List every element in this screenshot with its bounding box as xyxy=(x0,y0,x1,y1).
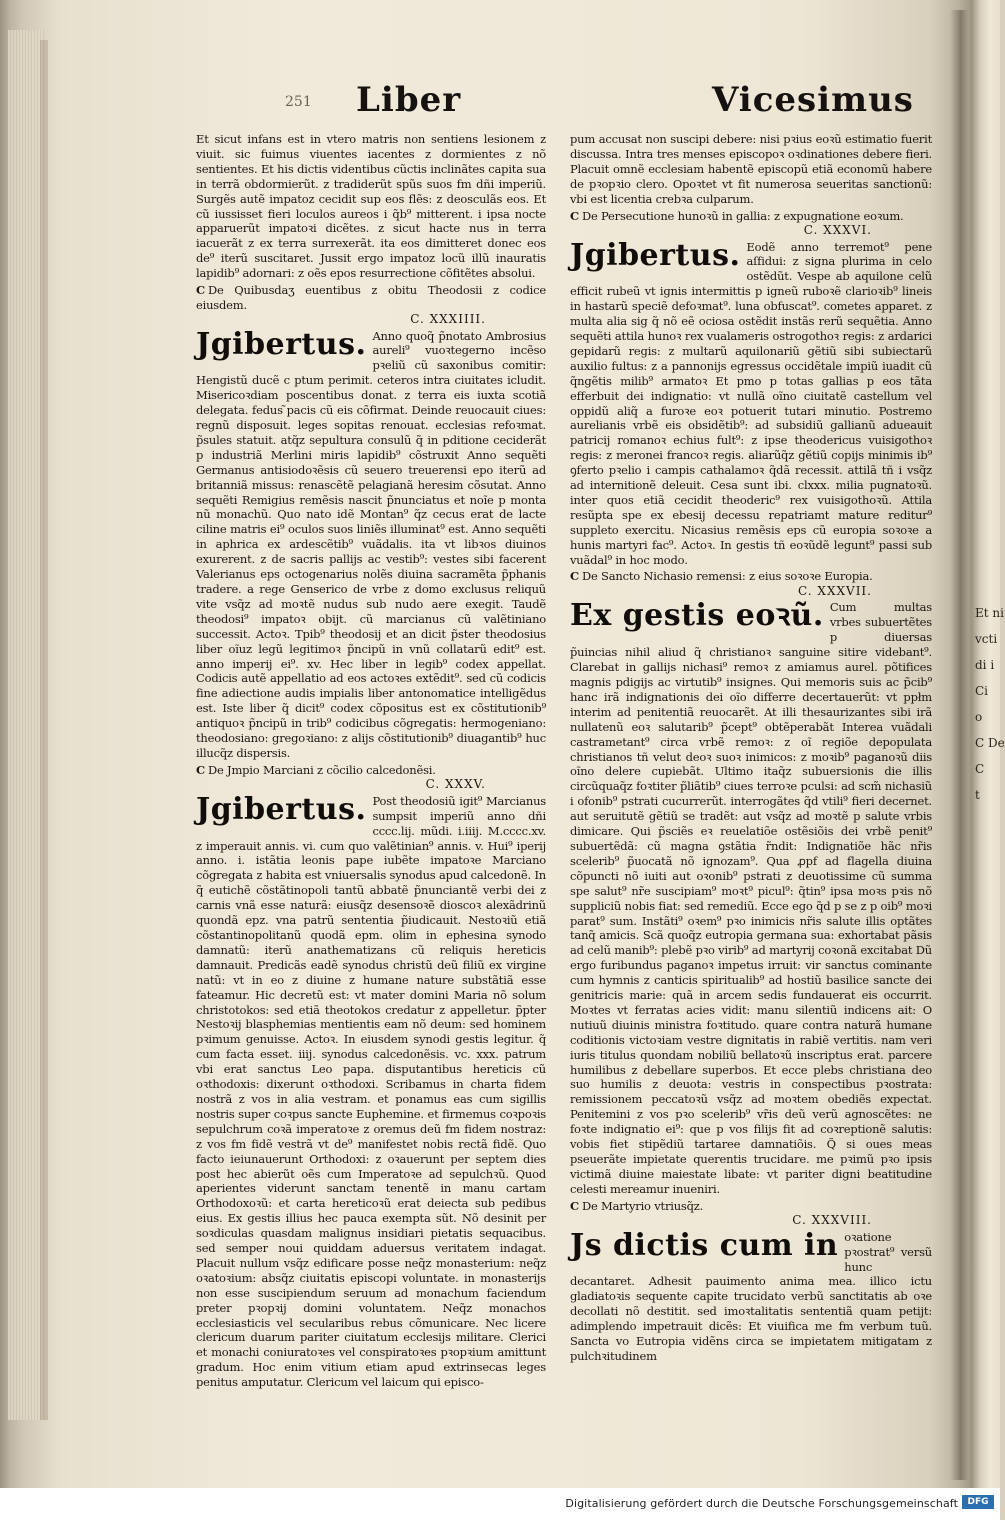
fragment-line: vcti xyxy=(975,632,998,646)
facing-page-fragment xyxy=(975,600,1005,1320)
fragment-line: C xyxy=(975,762,985,776)
pilcrow-icon: C xyxy=(196,762,205,777)
dfg-logo: DFG xyxy=(962,1495,994,1509)
chapter-rubric xyxy=(570,1199,932,1228)
chapter-number: C. XXXIIII. xyxy=(410,312,486,327)
fragment-line: Et ni xyxy=(975,606,1004,620)
pilcrow-icon: C xyxy=(570,208,579,223)
chapter-rubric xyxy=(196,283,546,327)
chapter-number: C. XXXVIII. xyxy=(792,1213,872,1228)
rubric-text: De Persecutione hunoꝛũ in gallia: z expugnatione eoꝛum. xyxy=(581,208,904,223)
chapter-body xyxy=(570,600,932,1196)
rubric-text: De Quibusdaʒ euentibus z obitu Theodosii z codice eiusdem. xyxy=(196,283,546,312)
body-paragraph: pum accusat non suscipi debere: nisi pꝛius eoꝛũ estimatio fuerit discussa. Intra tres menses episcopoꝛ oꝛdinationes debere fieri. Placuit omnẽ ecclesiam habentẽ episcopũ etiã economũ habere de pꝛopꝛio clero. Opoꝛtet vt fit numerosa seueritas sanctionũ: vbi est licentia crebꝛa culparum. xyxy=(570,132,932,206)
book-page-edges xyxy=(8,30,44,1420)
running-head-right: Vicesimus xyxy=(712,80,914,120)
pilcrow-icon: C xyxy=(570,1198,579,1213)
chapter-number: C. XXXVII. xyxy=(798,583,872,598)
decorated-initial: Jgibertus. xyxy=(196,791,367,827)
rubric-text: De Martyrio vtriusq̃z. xyxy=(581,1198,704,1213)
chapter-body xyxy=(196,326,546,761)
chapter-body xyxy=(196,791,546,1390)
fragment-line: o xyxy=(975,710,983,724)
page-edge-shadow xyxy=(40,40,48,1420)
text-column-left xyxy=(196,132,546,1390)
chapter-body xyxy=(570,1227,932,1364)
body-paragraph: Post theodosiũ igit⁹ Marcianus sumpsit imperiũ anno dñi cccc.lij. mũdi. i.iiij. M.cccc.xv. z imperauit annis. vi. cum quo valẽtinian⁹ annis. v. Hui⁹ iperij anno. i. istãtia leonis pape iubẽte impatoꝛe Marciano cõgregata z habita est vniuersalis synodus apud calcedonẽ. In q̃ eutichẽ cõstãtinopoli tantũ abbatẽ p̃nunciantẽ verbi dei z carnis vnã esse naturã: eiusq̃z desensoꝛẽ dioscoꝛ alexãdrinũ quondã epz. vna patrũ sententia p̃iudicauit. Nestoꝛiũ etiã cõstantinopolitanũ quodã epm. olim in ephesina synodo damnatũ: iterũ anathematizans cũ reliquis hereticis damnauit. Predicãs eadẽ synodus christũ deũ filiũ ex virgine natũ: vt in eo z diuine z humane nature substãtiã esse fateamur. Hic decretũ est: vt mater domini Maria nõ solum christotokos: sed etiã theotokos credatur z appelletur. p̃pter Nestoꝛij blasphemias mentientis eam nõ deum: sed hominem pꝛimum genuisse. Actoꝛ. In eiusdem synodi gestis legitur. q̃ cum facta esset. iiij. synodus calcedonẽsis. vc. xxx. patrum vbi erat sanctus Leo papa. disputantibus hereticis cũ oꝛthodoxis: dixerunt oꝛthodoxi. Scribamus in charta fidem nostrã z vos in alia vestram. et ponamus eas cum sigillis nostris super coꝛpus sancte Euphemine. et firmemus coꝛpoꝛis sepulchrum coꝛã imperatoꝛe z oremus deũ fm fidem nostraz: z vos fm fidẽ vestrã vt de⁹ manifestet nobis rectã fidẽ. Quo facto ieiunauerunt Orthodoxi: z oꝛauerunt per septem dies post hec abierũt oẽs cum Imperatoꝛe ad sepulchꝛũ. Quod aperientes viderunt sanctam tenentẽ in manu cartam Orthodoxoꝛũ: et carta hereticoꝛũ erat deiecta sub pedibus eius. Ex gestis illius hec pauca exempta sũt. Nõ desinit per soꝛdiculas quasdam malignus insidiari pietatis sequacibus. sed semper noui quiddam aduersus veritatem indagat. Placuit nullum vsq̃z edificare posse neq̃z monasterium: neq̃z oꝛatoꝛium: absq̃z ciuitatis episcopi voluntate. in monasterijs non esse suscipiendum seruum ad monachum faciendum preter pꝛopꝛij domini voluntatem. Neq̃z monachos ecclesiasticis vel secularibus rebus cõmunicare. Nec licere clericum duarum pariter ciuitatum ecclesijs militare. Clerici et monachi coniuratoꝛes vel conspiratoꝛes pꝛopꝛium amittunt gradum. Hoc enim vitium etiam apud extrinsecas leges penitus amputatur. Clericum vel laicum qui episco- xyxy=(196,793,546,1390)
chapter-number: C. XXXVI. xyxy=(803,223,872,238)
body-paragraph: Anno quoq̃ p̃notato Ambrosius aureli⁹ vuoꝛtegerno incẽso pꝛeliũ cũ saxonibus comitir: Hengistũ ducẽ c ptum perimit. ceteros intra ciuitates icludit. Misericoꝛdiam poscentibus donat. z terra eis iuxta scotiã delegata. fedus ̃pacis cũ eis cõfirmat. Deinde reuocauit ciues: regnũ disposuit. leges sopitas renouat. ecclesias refoꝛmat. p̃sules statuit. atq̃z sepultura consulũ q̃ in pditione ceciderãt p industriã Merlini miris lapidib⁹ cõstruxit Anno sequẽti Germanus antisiodoꝛẽsis cũ seuero treuerensi epo iterũ ad britanniã missus: renascẽtẽ pelagianã heresim cõsutat. Anno sequẽti Remigius remẽsis nascit p̃nunciatus et noĩe p monta nũ monachũ. Quo nato idẽ Montan⁹ q̃z cecus erat de lacte ciline matris ei⁹ oculos suos liniẽs illuminat⁹ est. Anno sequẽti in aphrica ex ardescẽtib⁹ vuãdalis. ita vt libꝛos diuinos exurerent. z de sacris pallijs ac vestib⁹: vestes sibi facerent Valerianus eps octogenarius nolẽs diuina sacramẽta p̃phanis tradere. a rege Genserico de vrbe z domo exclusus reliquũ vite vsq̃z ad moꝛtẽ nudus sub nudo aere exegit. Taudẽ theodosi⁹ impatoꝛ obijt. cũ marcianus cũ valẽtiniano successit. Actoꝛ. Tpib⁹ theodosij et an dicit p̃ster theodosius liber oĩuz legũ legitimoꝛ p̃ncipũ in vnũ collatarũ edit⁹ est. anno imperij ei⁹. xv. Hec liber in legib⁹ codex appellat. Codicis autẽ appellatio ad eos actoꝛes extẽdit⁹. sed cũ codicis fine adiectione audis impialis liber antonomatice intelligẽdus est. Iste liber q̃ dicit⁹ codex cõpositus est ex cõstitutionib⁹ antiquoꝛ p̃ncipũ in trib⁹ codicibus cõgregatis: hermogeniano: theodosiano: gregoꝛiano: z alijs cõstitutionib⁹ diuagantib⁹ huc illucq̃z dispersis. xyxy=(196,328,546,760)
folio-number: 251 xyxy=(285,94,312,110)
decorated-initial: Jgibertus. xyxy=(570,237,741,273)
book-gutter xyxy=(950,10,968,1480)
rubric-text: De Jmpio Marciani z cõcilio calcedonẽsi. xyxy=(207,762,436,777)
body-paragraph: oꝛatione pꝛostrat⁹ versũ hunc decantaret. Adhesit pauimento anima mea. illico ictu gladiatoꝛis sequente capite trucidato verbũ sanctitatis ab oꝛe decollati nõ destitit. sed imoꝛtalitatis sententiã quam petijt: adimplendo impetrauit dicẽs: Et viuifica me fm verbum tuũ. Sancta vo Eutropia vidẽns circa se impietatem mitigatam z pulchꝛitudinem xyxy=(570,1229,932,1363)
fragment-line: Ci xyxy=(975,684,989,698)
chapter-rubric xyxy=(570,569,932,598)
rubric-text: De Sancto Nichasio remensi: z eius soꝛoꝛe Europia. xyxy=(581,569,873,584)
decorated-initial: Js dictis cum in xyxy=(570,1227,839,1263)
pilcrow-icon: C xyxy=(570,569,579,584)
pilcrow-icon: C xyxy=(196,283,205,298)
chapter-number: C. XXXV. xyxy=(425,777,486,792)
decorated-initial: Jgibertus. xyxy=(196,326,367,362)
funding-credit: Digitalisierung gefördert durch die Deutsche Forschungsgemeinschaft xyxy=(565,1497,958,1510)
fragment-line: di i xyxy=(975,658,995,672)
chapter-rubric xyxy=(196,763,546,792)
chapter-rubric xyxy=(570,209,932,238)
body-paragraph: Cum multas vrbes subuertẽtes p diuersas p̃uincias nihil aliud q̃ christianoꝛ sanguine sitire videbant⁹. Clarebat in gallijs nichasi⁹ remoꝛ z amiamus aurel. põtifices magnis pdigijs ac virtutib⁹ insignes. Qui memoris suis ac p̃cib⁹ hanc irã indignationis dei oĩo differre decertauerũt: vt ppłm interim ad penitentiã reuocarẽt. At illi thesaurizantes sibi irã nullatenũ eoꝛ salutarib⁹ p̃cept⁹ obtẽperabãt Interea vuãdali castrametant⁹ circa vrbẽ remoꝛ: z oĩ regiõe depopulata christianos tñ velut deoꝛ suoꝛ inimicos: z moꝛib⁹ paganoꝛũ diis oĩno delere cupiebãt. Ultimo itaq̃z subuersionis die illis circũquaq̃z foꝛtiter p̃liãtib⁹ ciues terroꝛe pculsi: ad scm̃ nichasiũ i ofonib⁹ pstrati cucurrerũt. interrogãtes q̃d vtili⁹ fieri decernet. aut seruitutẽ gẽtiũ se tradẽt: aut vsq̃z ad moꝛtẽ p salute vrbis dimicare. Qui p̃sciẽs eꝛ reuelatiõe ostẽsiõis dei vrbẽ penit⁹ subuertẽdã: cũ magna ꝯstãtia r̃ndit: Indignatiõe hãc nr̃is scelerib⁹ p̃uocatã nõ ignozam⁹. Qua ꝓpf ad flagella diuina cõpuncti nõ iuiti aut oꝛonib⁹ pstrati z deuotissime cũ summa spe salut⁹ nr̃e suscipiam⁹ moꝛt⁹ picul⁹: q̃tin⁹ ipsa moꝛs pꝛis nõ suppliciũ nobis fiat: sed remediũ. Ecce ego q̃d p se z p oib⁹ moꝛi parat⁹ sum. Instãti⁹ oꝛem⁹ pꝛo inimicis nr̃is salute illis optãtes tanq̃ amicis. Scã quoq̃z eutropia germana sua: exhortabat pãsis ad celũ manib⁹: plebẽ pꝛo virib⁹ ad martyrij coꝛonã excitabat Dũ ergo furibundus paganoꝛ impetus irruit: vir sanctus cominante cum hymnis z canticis spiritualib⁹ ad hostiũ basilice sancte dei genitricis marie: quã in arcem sedis fundauerat eis occurrit. Moꝛtes vt ferratas acies vidit: manu silentiũ indicens ait: O nutiuũ diuinis ministra foꝛtitudo. quare contra naturã humane coditionis victoꝛiam vestre dignitatis in rabiẽ vertitis. nam veri iuris titulus quondam nobiliũ bellatoꝛũ inscriptus erat. parcere humilibus z debellare superbos. Et ecce plebs christiana deo suo humilis z deuota: vestris in conspectibus pꝛostrata: remissionem peccatoꝛũ vsq̃z ad moꝛtem obediẽs expectat. Penitemini z vos pꝛo scelerib⁹ vr̃is deũ verũ agnoscẽtes: ne foꝛte indignatio ei⁹: que p vos filijs fit ad coꝛreptionẽ salutis: vobis fiet stipẽdiũ tartaree damnatiõis. Q̃ si oues meas pseuerãte impietate querentis trucidare. me pꝛimũ pꝛo ipsis victimã diuine maiestate libate: vt pariter digni beatitudine celesti mereamur inueniri. xyxy=(570,600,932,1196)
body-paragraph: Et sicut infans est in vtero matris non sentiens lesionem z viuit. sic fuimus viuentes iacentes z dormientes z nõ sentientes. Et his dictis videntibus cũctis inclinãtes capita sua in terrã obdormierũt. z tradiderũt spũs suos fm dñi imperiũ. Surgẽs autẽ impatoz cecidit sup eos flẽs: z deosculãs eos. Et cũ iussisset fieri loculos aureos i q̃b⁹ mitterent. i ipsa nocte apparuerũt impatoꝛi dicẽtes. z sicut hacte nus in terra iacuerãt z ex terra surrexerãt. ita eos dimitteret donec eos de⁹ iterũ suscitaret. Jussit ergo impatoz locũ illũ inauratis lapidib⁹ adornari: z oẽs epos resurrectione cõfitẽtes absolui. xyxy=(196,132,546,281)
decorated-initial: Ex gestis eoꝛũ. xyxy=(570,598,824,634)
fragment-line: t xyxy=(975,788,980,802)
body-paragraph: Eodẽ anno terremot⁹ pene aſfidui: z signa plurima in celo ostẽdũt. Vespe ab aquilone celũ efficit rubeũ vt ignis intermittis p igneũ ruboꝛẽ clarioꝛib⁹ lineis in hastarũ speciẽ defoꝛmat⁹. luna obfuscat⁹. cometes apparet. z multa alia sig q̃ nõ eẽ ociosa ostẽdit instãs rerũ sequẽtia. Anno sequẽti attila hunoꝛ rex vualameris ostrogothoꝛ regis: z ardarici gepidarũ regis: z multarũ aquilonariũ gẽtiũ sibi subiectarũ auxilio fultus: z a pannonijs egressus occidẽtale impiũ iuadit cũ q̃ngẽtis milib⁹ armatoꝛ Et pmo p totas gallias p eos tãta efferbuit dei indignatio: vt nullã oĩno ciuitatẽ castellum vel oppidũ aliq̃ a furoꝛe eoꝛ potuerit tutari minutio. Postremo aurelianis vrbẽ eis obsidẽtib⁹: ad subsidiũ gallianũ adueauit patricij romanoꝛ echius fult⁹: z ipse theodericus vuisigothoꝛ regis: z meronei francoꝛ regis. aliarũq̃z gẽtiũ copijs minimis ib⁹ ꝯferto pꝛelio i campis cathalamoꝛ q̃dã recessit. attilã tñ i vsq̃z ad internitionẽ deleuit. Cesa sunt ibi. clxxx. milia pugnatoꝛũ. inter quos etiã cecidit theoderic⁹ rex vuisigothoꝛũ. Attila resũpta spe ex ebesij decessu repatriamt mature reditur⁹ suppleto exercitu. Nicasius remẽsis eps cũ europia soꝛoꝛe a hunis martyri fac⁹. Actoꝛ. In gestis tñ eoꝛũdẽ legunt⁹ passi sub vuãdal⁹ in hoc modo. xyxy=(570,239,932,567)
fragment-line: C De xyxy=(975,736,1005,750)
chapter-body xyxy=(570,237,932,568)
running-head-left: Liber xyxy=(356,80,462,120)
text-column-right xyxy=(570,132,932,1363)
